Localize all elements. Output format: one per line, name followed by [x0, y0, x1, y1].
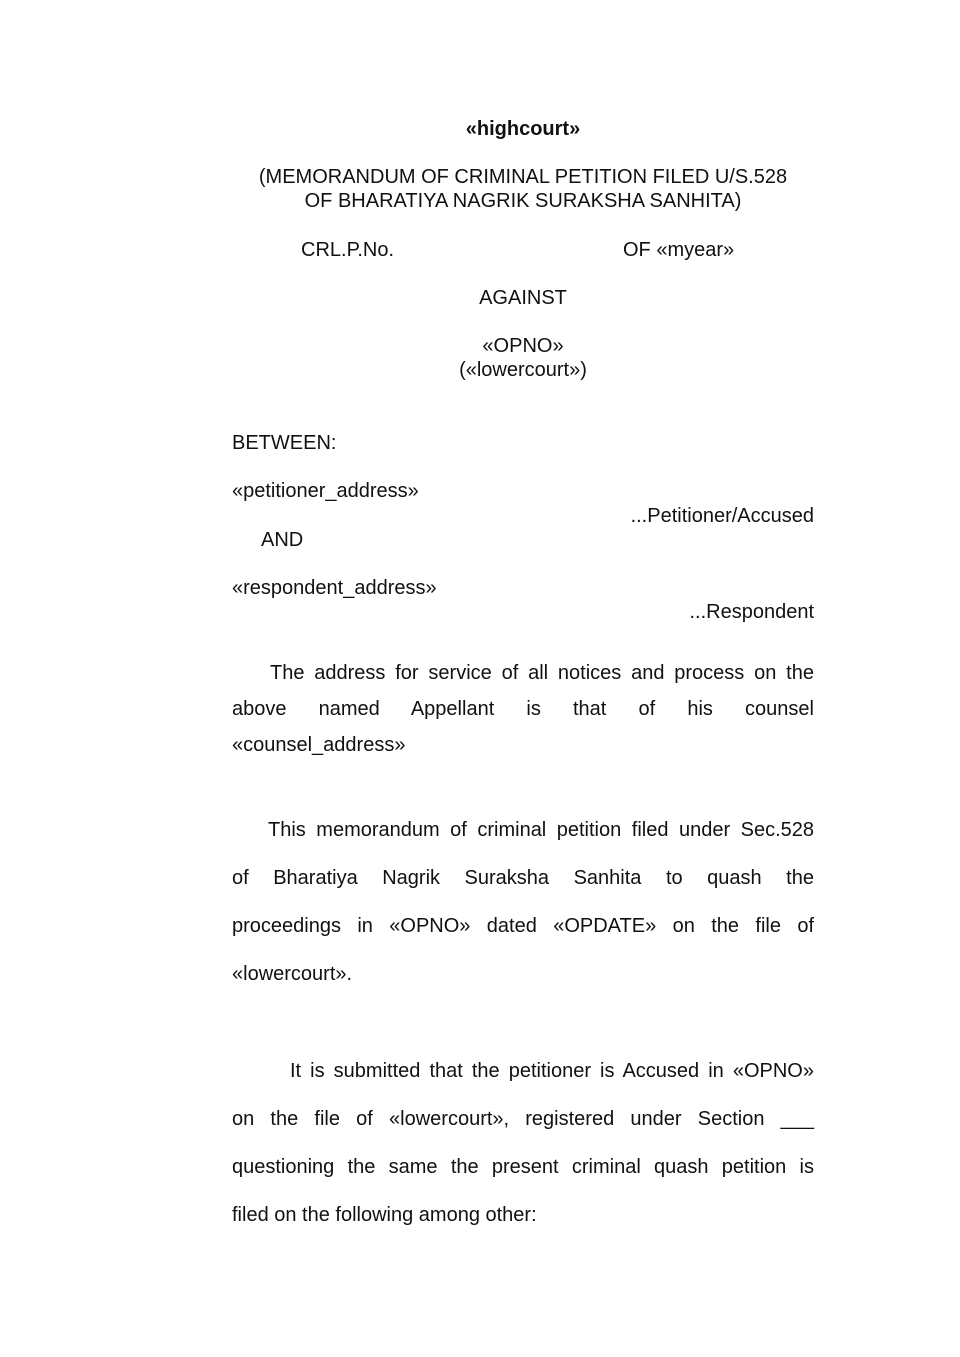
memo-heading-line-2: OF BHARATIYA NAGRIK SURAKSHA SANHITA): [304, 190, 742, 212]
paragraph-line: This memorandum of criminal petition filed under Sec.528: [268, 819, 814, 841]
respondent-address: «respondent_address»: [232, 577, 437, 599]
between-label: BETWEEN:: [232, 432, 337, 454]
paragraph-line: on the file of «lowercourt», registered under Section ___: [232, 1108, 814, 1130]
lower-court: («lowercourt»): [459, 359, 587, 381]
service-address-paragraph: [232, 661, 814, 757]
case-number-label: CRL.P.No.: [301, 239, 395, 261]
paragraph-line: of Bharatiya Nagrik Suraksha Sanhita to quash the: [232, 867, 814, 889]
paragraph-line: filed on the following among other:: [232, 1204, 537, 1226]
paragraph-line: It is submitted that the petitioner is Accused in «OPNO»: [290, 1060, 814, 1082]
paragraph-line: above named Appellant is that of his counsel: [232, 698, 814, 720]
paragraph-line: questioning the same the present criminal quash petition is: [232, 1156, 814, 1178]
petitioner-address: «petitioner_address»: [232, 480, 419, 502]
op-number: «OPNO»: [482, 335, 564, 357]
court-title: «highcourt»: [465, 118, 581, 140]
case-year: OF «myear»: [623, 239, 735, 261]
respondent-role: ...Respondent: [689, 601, 814, 623]
and-label: AND: [261, 529, 304, 551]
document-page: [232, 0, 814, 1357]
petitioner-role: ...Petitioner/Accused: [630, 505, 814, 527]
submission-paragraph: [232, 1059, 814, 1227]
against-label: AGAINST: [479, 287, 567, 309]
paragraph-line: «lowercourt».: [232, 963, 353, 985]
memorandum-paragraph: [232, 818, 814, 986]
paragraph-line: «counsel_address»: [232, 734, 406, 756]
paragraph-line: proceedings in «OPNO» dated «OPDATE» on the file of: [232, 915, 814, 937]
memo-heading-line-1: (MEMORANDUM OF CRIMINAL PETITION FILED U/S.528: [258, 166, 788, 188]
paragraph-line: The address for service of all notices and process on the: [270, 662, 814, 684]
